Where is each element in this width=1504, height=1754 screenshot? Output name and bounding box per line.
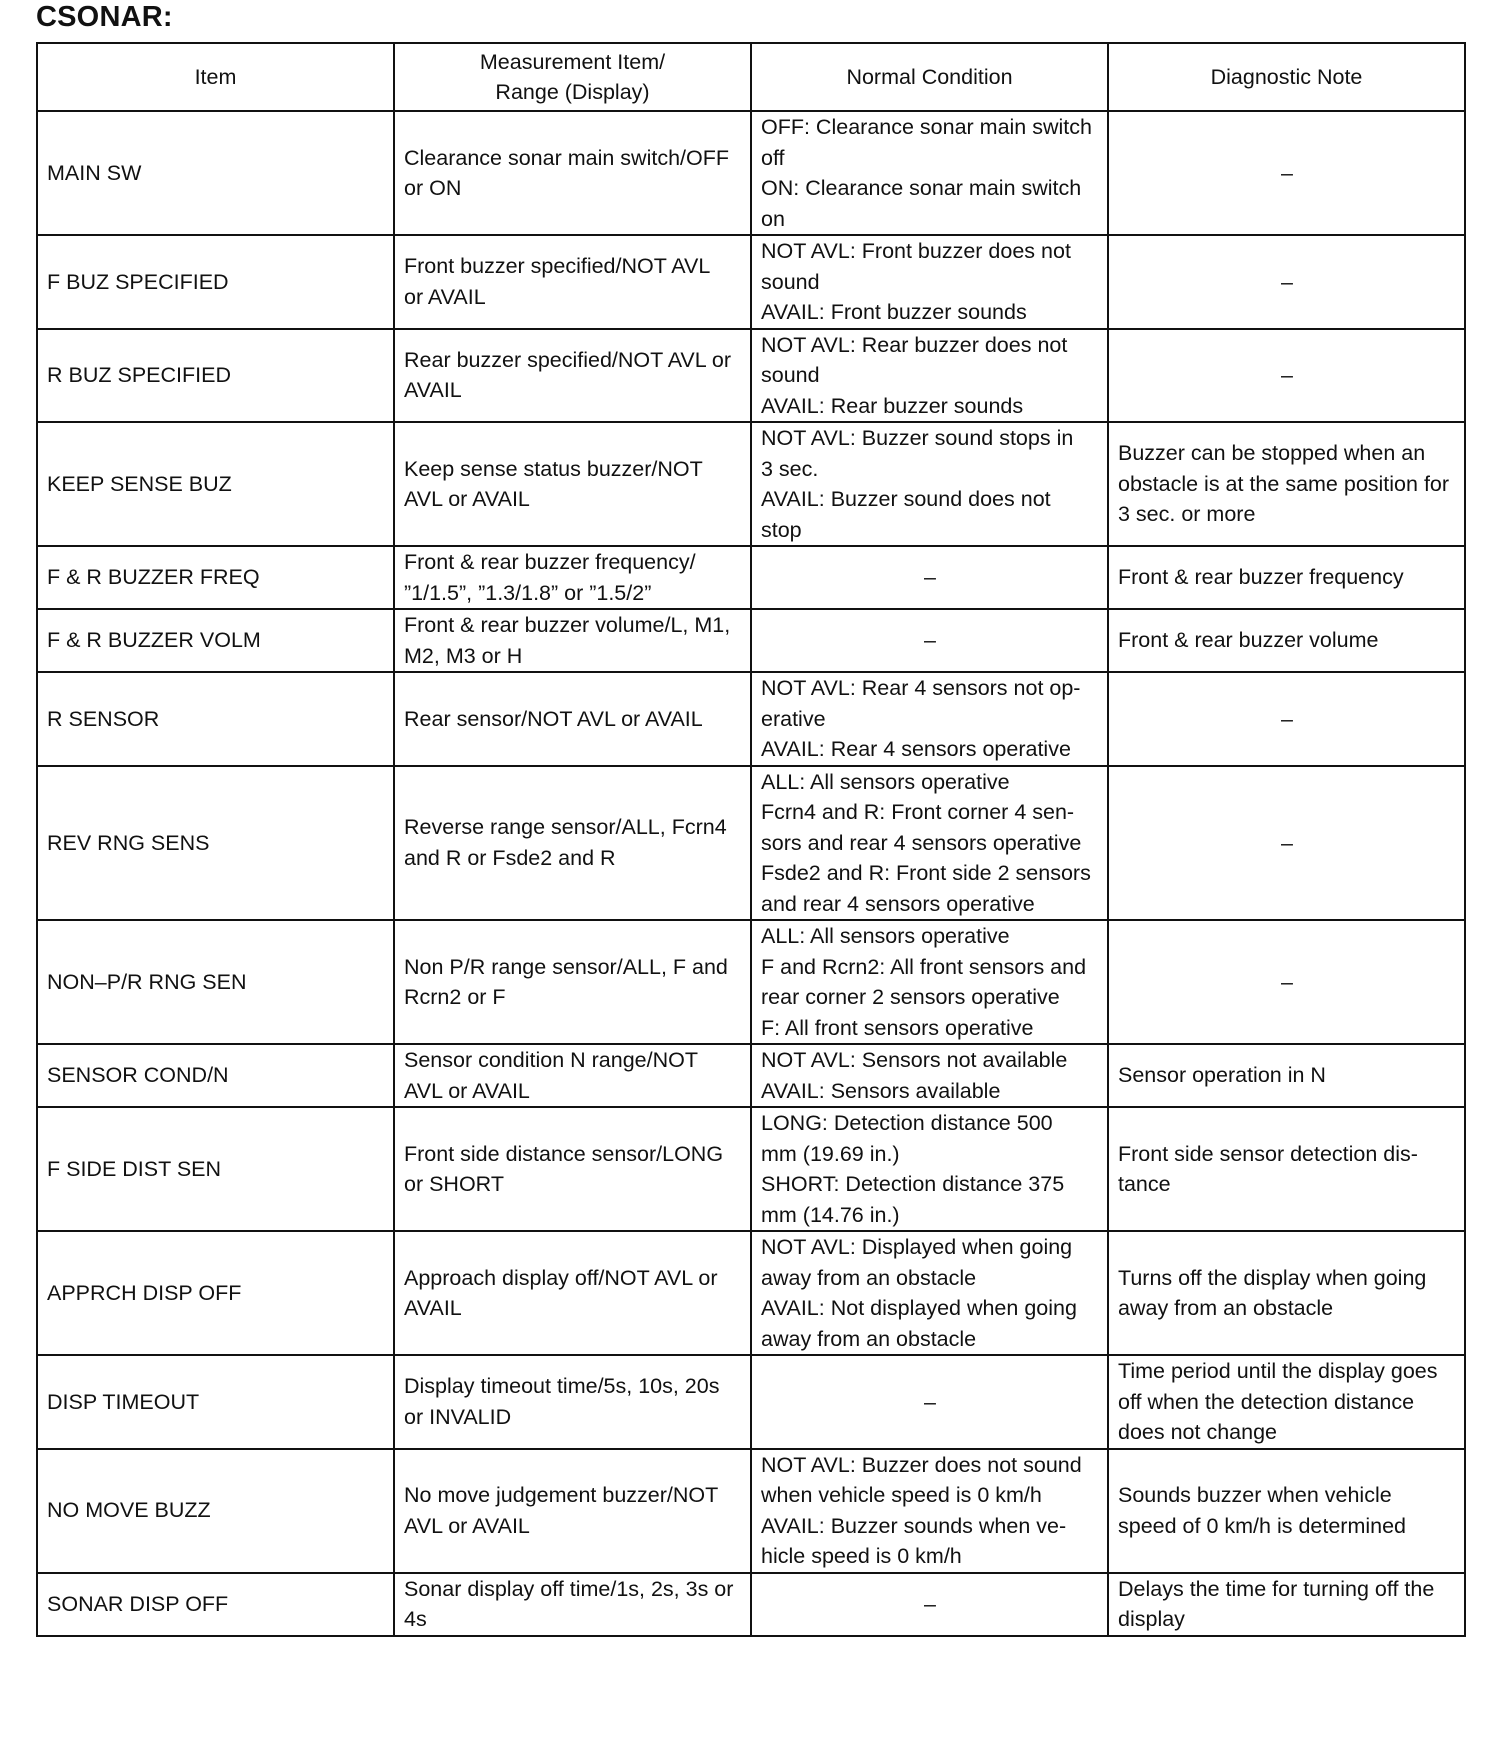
cell-text-line: AVAIL: Sensors available	[761, 1078, 1001, 1103]
cell-text-line: Keep sense status buzzer/NOT	[404, 456, 703, 481]
cell-text-line: Buzzer can be stopped when an	[1118, 441, 1426, 466]
cell-diagnostic-note	[1108, 1231, 1465, 1355]
cell-diagnostic-note	[1108, 1449, 1465, 1573]
cell-text-line: M2, M3 or H	[404, 643, 523, 668]
table-row	[37, 920, 1465, 1044]
cell-text-line: DISP TIMEOUT	[47, 1389, 200, 1414]
cell-normal-condition	[751, 1231, 1108, 1355]
cell-text-line: APPRCH DISP OFF	[47, 1280, 242, 1305]
cell-text-line: away from an obstacle	[761, 1326, 977, 1351]
cell-text-line: SENSOR COND/N	[47, 1063, 229, 1088]
cell-normal-condition	[751, 111, 1108, 235]
cell-text-line: F BUZ SPECIFIED	[47, 269, 229, 294]
cell-text-line: erative	[761, 706, 826, 731]
cell-text-line: F SIDE DIST SEN	[47, 1156, 222, 1181]
cell-text-line: AVAIL: Buzzer sounds when ve-	[761, 1513, 1067, 1538]
cell-text-line: NOT AVL: Buzzer does not sound	[761, 1452, 1082, 1477]
cell-item	[37, 1573, 394, 1636]
table-row	[37, 1449, 1465, 1573]
cell-diagnostic-note	[1108, 609, 1465, 672]
cell-text-line: AVL or AVAIL	[404, 1513, 530, 1538]
cell-text-line: AVL or AVAIL	[404, 1078, 530, 1103]
cell-text-line: Front & rear buzzer volume/L, M1,	[404, 613, 731, 637]
cell-text-line: 3 sec. or more	[1118, 502, 1256, 527]
table-row	[37, 766, 1465, 921]
table-body	[37, 111, 1465, 1636]
cell-item	[37, 546, 394, 609]
cell-text-line: Front side sensor detection dis-	[1118, 1141, 1418, 1166]
data-table-container	[36, 42, 1464, 1637]
cell-range	[394, 609, 751, 672]
cell-item	[37, 422, 394, 546]
cell-text-line: F & R BUZZER FREQ	[47, 565, 260, 590]
cell-text-line: Rear buzzer specified/NOT AVL or	[404, 347, 732, 372]
cell-item	[37, 111, 394, 235]
cell-text-line: NOT AVL: Displayed when going	[761, 1235, 1073, 1259]
cell-item	[37, 1107, 394, 1231]
cell-text-line: does not change	[1118, 1420, 1277, 1444]
cell-diagnostic-note	[1108, 1355, 1465, 1449]
cell-text-line: NOT AVL: Rear 4 sensors not op-	[761, 676, 1081, 700]
cell-text-line: NOT AVL: Sensors not available	[761, 1048, 1068, 1072]
cell-range	[394, 235, 751, 329]
cell-item	[37, 329, 394, 423]
cell-text-line: NOT AVL: Buzzer sound stops in	[761, 426, 1074, 450]
cell-text-line: Fcrn4 and R: Front corner 4 sen-	[761, 800, 1075, 824]
cell-normal-condition	[751, 235, 1108, 329]
cell-text-line: Reverse range sensor/ALL, Fcrn4	[404, 815, 727, 840]
cell-text-line: Front & rear buzzer frequency/	[404, 550, 696, 574]
cell-text-line: Sensor condition N range/NOT	[404, 1048, 698, 1072]
cell-normal-condition: –	[751, 1355, 1108, 1449]
cell-text-line: R SENSOR	[47, 706, 160, 731]
cell-text-line: Front side distance sensor/LONG	[404, 1141, 724, 1166]
cell-text-line: Sounds buzzer when vehicle	[1118, 1483, 1392, 1507]
cell-text-line: R BUZ SPECIFIED	[47, 363, 231, 387]
cell-text-line: Rear sensor/NOT AVL or AVAIL	[404, 706, 703, 731]
cell-range	[394, 329, 751, 423]
cell-item	[37, 1231, 394, 1355]
cell-diagnostic-note: –	[1108, 235, 1465, 329]
cell-text-line: or AVAIL	[404, 284, 486, 309]
cell-text-line: and rear 4 sensors operative	[761, 891, 1035, 916]
cell-text-line: off when the detection distance	[1118, 1389, 1415, 1414]
cell-text-line: AVAIL	[404, 1296, 462, 1320]
cell-range	[394, 422, 751, 546]
column-header-diagnostic-note	[1108, 43, 1465, 111]
cell-text-line: hicle speed is 0 km/h	[761, 1544, 962, 1568]
column-header-range-label: Measurement Item/ Range (Display)	[479, 49, 666, 104]
cell-diagnostic-note: –	[1108, 672, 1465, 766]
cell-normal-condition	[751, 672, 1108, 766]
cell-text-line: NOT AVL: Rear buzzer does not	[761, 332, 1068, 357]
cell-text-line: F & R BUZZER VOLM	[47, 628, 261, 653]
cell-range	[394, 1449, 751, 1573]
table-row	[37, 672, 1465, 766]
cell-text-line: LONG: Detection distance 500	[761, 1111, 1053, 1135]
cell-item	[37, 609, 394, 672]
cell-text-line: Fsde2 and R: Front side 2 sensors	[761, 861, 1091, 885]
cell-text-line: tance	[1118, 1172, 1171, 1196]
cell-text-line: Front & rear buzzer volume	[1118, 628, 1379, 653]
cell-text-line: ALL: All sensors operative	[761, 924, 1010, 948]
cell-text-line: away from an obstacle	[761, 1265, 977, 1290]
cell-text-line: REV RNG SENS	[47, 830, 210, 855]
cell-text-line: AVAIL: Front buzzer sounds	[761, 300, 1027, 324]
cell-text-line: off	[761, 145, 785, 170]
table-header-row	[37, 43, 1465, 111]
cell-normal-condition	[751, 766, 1108, 921]
cell-range	[394, 1231, 751, 1355]
cell-diagnostic-note: –	[1108, 111, 1465, 235]
cell-text-line: 3 sec.	[761, 456, 819, 481]
cell-text-line: MAIN SW	[47, 160, 142, 185]
cell-diagnostic-note	[1108, 1573, 1465, 1636]
cell-text-line: Time period until the display goes	[1118, 1359, 1438, 1383]
cell-item	[37, 920, 394, 1044]
cell-text-line: ALL: All sensors operative	[761, 769, 1010, 794]
cell-text-line: Sonar display off time/1s, 2s, 3s or	[404, 1576, 734, 1601]
cell-range	[394, 1573, 751, 1636]
cell-text-line: sound	[761, 269, 820, 294]
cell-text-line: AVAIL: Not displayed when going	[761, 1296, 1077, 1320]
cell-item	[37, 766, 394, 921]
cell-text-line: sors and rear 4 sensors operative	[761, 830, 1082, 855]
cell-text-line: on	[761, 206, 785, 231]
cell-diagnostic-note: –	[1108, 329, 1465, 423]
table-row	[37, 235, 1465, 329]
cell-text-line: Delays the time for turning off the	[1118, 1576, 1435, 1601]
cell-text-line: ON: Clearance sonar main switch	[761, 176, 1082, 200]
cell-normal-condition	[751, 920, 1108, 1044]
column-header-normal-condition	[751, 43, 1108, 111]
table-row	[37, 422, 1465, 546]
cell-range	[394, 111, 751, 235]
cell-text-line: SONAR DISP OFF	[47, 1591, 229, 1616]
table-row	[37, 1044, 1465, 1107]
table-row	[37, 546, 1465, 609]
cell-item	[37, 672, 394, 766]
cell-normal-condition	[751, 422, 1108, 546]
cell-text-line: AVAIL: Rear 4 sensors operative	[761, 737, 1071, 761]
cell-text-line: NOT AVL: Front buzzer does not	[761, 239, 1071, 263]
cell-item	[37, 235, 394, 329]
cell-diagnostic-note	[1108, 546, 1465, 609]
cell-diagnostic-note: –	[1108, 766, 1465, 921]
table-row	[37, 111, 1465, 235]
csonar-data-table	[36, 42, 1466, 1637]
cell-text-line: SHORT: Detection distance 375	[761, 1172, 1065, 1196]
cell-text-line: AVAIL	[404, 378, 462, 403]
cell-normal-condition	[751, 1449, 1108, 1573]
cell-text-line: ”1/1.5”, ”1.3/1.8” or ”1.5/2”	[404, 580, 652, 605]
cell-normal-condition: –	[751, 609, 1108, 672]
cell-range	[394, 1355, 751, 1449]
cell-text-line: obstacle is at the same position for	[1118, 471, 1450, 496]
cell-normal-condition	[751, 1044, 1108, 1107]
cell-text-line: mm (19.69 in.)	[761, 1141, 900, 1166]
cell-text-line: Rcrn2 or F	[404, 985, 506, 1009]
cell-text-line: rear corner 2 sensors operative	[761, 985, 1060, 1009]
cell-text-line: or INVALID	[404, 1404, 512, 1429]
column-header-item-label: Item	[194, 64, 237, 89]
cell-diagnostic-note	[1108, 1044, 1465, 1107]
table-row	[37, 1231, 1465, 1355]
page-heading: CSONAR:	[36, 1, 173, 33]
cell-text-line: or ON	[404, 176, 462, 200]
cell-range	[394, 920, 751, 1044]
cell-diagnostic-note: –	[1108, 920, 1465, 1044]
cell-text-line: and R or Fsde2 and R	[404, 845, 616, 870]
cell-range	[394, 1044, 751, 1107]
cell-text-line: away from an obstacle	[1118, 1296, 1334, 1320]
cell-text-line: Turns off the display when going	[1118, 1265, 1427, 1290]
cell-text-line: Clearance sonar main switch/OFF	[404, 145, 729, 170]
cell-text-line: Display timeout time/5s, 10s, 20s	[404, 1374, 720, 1399]
cell-normal-condition	[751, 1107, 1108, 1231]
cell-text-line: AVAIL: Rear buzzer sounds	[761, 393, 1024, 418]
cell-text-line: display	[1118, 1607, 1185, 1631]
table-row	[37, 609, 1465, 672]
column-header-item	[37, 43, 394, 111]
table-row	[37, 1573, 1465, 1636]
cell-diagnostic-note	[1108, 422, 1465, 546]
column-header-note-label: Diagnostic Note	[1210, 64, 1363, 89]
cell-item	[37, 1044, 394, 1107]
cell-range	[394, 766, 751, 921]
column-header-normal-label: Normal Condition	[846, 64, 1013, 89]
cell-text-line: Sensor operation in N	[1118, 1063, 1326, 1088]
cell-text-line: F and Rcrn2: All front sensors and	[761, 954, 1087, 979]
cell-text-line: 4s	[404, 1607, 427, 1631]
cell-text-line: when vehicle speed is 0 km/h	[761, 1483, 1042, 1507]
cell-text-line: No move judgement buzzer/NOT	[404, 1483, 719, 1507]
cell-normal-condition	[751, 329, 1108, 423]
cell-text-line: NON–P/R RNG SEN	[47, 969, 247, 994]
cell-item	[37, 1449, 394, 1573]
cell-text-line: stop	[761, 517, 802, 542]
cell-range	[394, 1107, 751, 1231]
cell-range	[394, 672, 751, 766]
cell-text-line: AVL or AVAIL	[404, 487, 530, 511]
cell-text-line: AVAIL: Buzzer sound does not	[761, 487, 1051, 511]
cell-range	[394, 546, 751, 609]
cell-text-line: Non P/R range sensor/ALL, F and	[404, 954, 728, 979]
cell-text-line: Front & rear buzzer frequency	[1118, 565, 1404, 590]
table-row	[37, 1355, 1465, 1449]
cell-text-line: F: All front sensors operative	[761, 1015, 1034, 1040]
cell-text-line: Approach display off/NOT AVL or	[404, 1265, 718, 1290]
cell-text-line: sound	[761, 363, 820, 387]
cell-item	[37, 1355, 394, 1449]
cell-text-line: speed of 0 km/h is determined	[1118, 1513, 1407, 1538]
column-header-range	[394, 43, 751, 111]
cell-text-line: Front buzzer specified/NOT AVL	[404, 254, 711, 279]
cell-text-line: NO MOVE BUZZ	[47, 1498, 211, 1523]
cell-text-line: mm (14.76 in.)	[761, 1202, 900, 1227]
cell-text-line: or SHORT	[404, 1172, 504, 1196]
cell-text-line: OFF: Clearance sonar main switch	[761, 115, 1092, 139]
table-row	[37, 329, 1465, 423]
cell-normal-condition: –	[751, 546, 1108, 609]
table-row	[37, 1107, 1465, 1231]
cell-text-line: KEEP SENSE BUZ	[47, 471, 232, 496]
cell-diagnostic-note	[1108, 1107, 1465, 1231]
cell-normal-condition: –	[751, 1573, 1108, 1636]
